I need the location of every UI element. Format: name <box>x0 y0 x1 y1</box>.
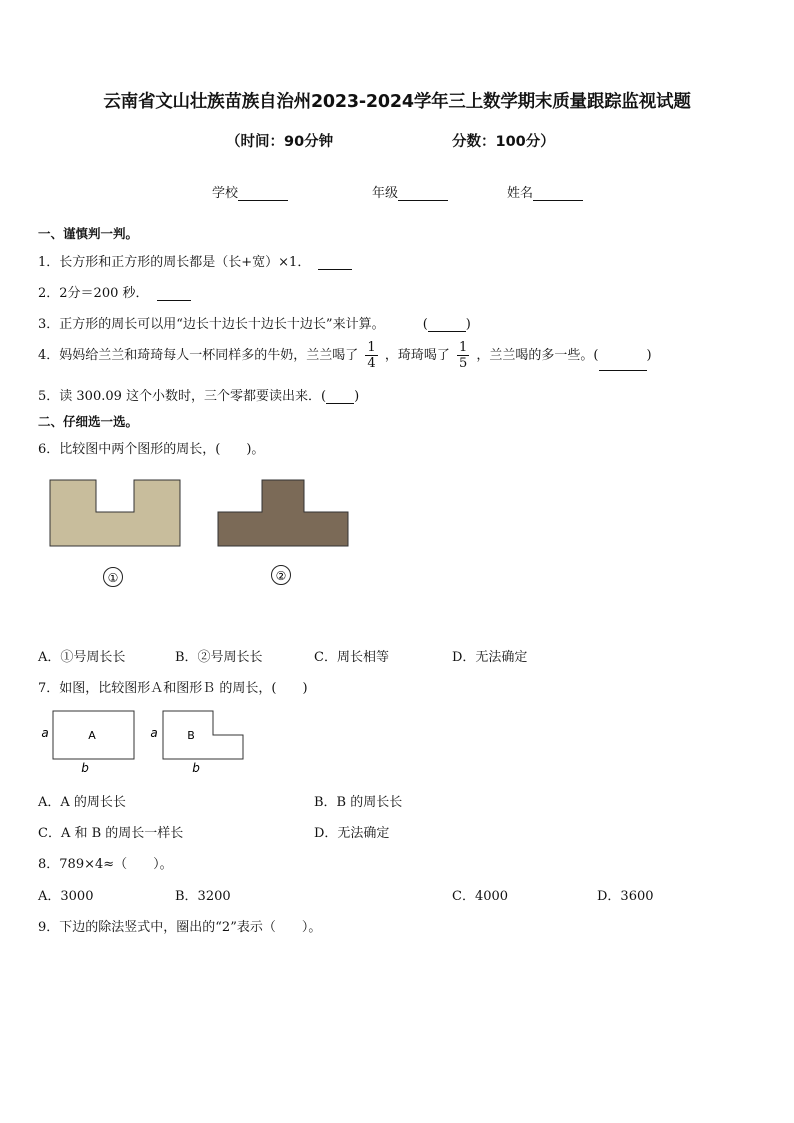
name-label: 姓名 <box>507 186 534 201</box>
question-4-blank[interactable] <box>599 356 647 371</box>
figure-1-number: ① <box>107 571 119 585</box>
grade-blank[interactable] <box>398 186 448 201</box>
figure-2-number: ② <box>275 569 287 583</box>
section-heading-1: 一、谨慎判一判。 <box>38 226 139 241</box>
figure-2-t-shape <box>218 480 348 546</box>
question-7-option-a[interactable]: A．A 的周长长 <box>38 795 126 810</box>
name-blank[interactable] <box>533 186 583 201</box>
question-9: 9．下边的除法竖式中，圈出的“2”表示（ ）。 <box>38 920 322 935</box>
question-1-blank[interactable] <box>318 255 352 270</box>
section-heading-2: 二、仔细选一选。 <box>38 414 139 429</box>
question-6-option-d[interactable]: D．无法确定 <box>452 650 528 665</box>
school-field <box>212 182 288 201</box>
exam-time: （时间：90分钟 <box>226 134 334 150</box>
question-2 <box>38 282 191 301</box>
school-blank[interactable] <box>238 186 288 201</box>
figure-b-side-a: a <box>150 726 158 740</box>
question-8-option-a[interactable]: A．3000 <box>38 889 94 904</box>
figure-b-label: B <box>187 729 195 742</box>
question-7: 7．如图，比较图形Ａ和图形Ｂ 的周长，( ) <box>38 681 308 696</box>
question-3-blank[interactable] <box>428 317 466 332</box>
question-2-blank[interactable] <box>157 286 191 301</box>
figure-a-side-b: b <box>81 761 89 775</box>
figure-b-shape <box>163 711 243 759</box>
question-4: 4．妈妈给兰兰和琦琦每人一杯同样多的牛奶，兰兰喝了 $\frac{1}{4}$ ，琦琦喝了 $\frac{1}{5}$ ，兰兰喝的多一些。( ) <box>38 340 652 371</box>
name-field <box>507 182 583 201</box>
grade-label: 年级 <box>372 186 399 201</box>
question-6-option-a[interactable]: A．①号周长长 <box>38 650 126 665</box>
question-5-blank[interactable] <box>326 389 354 404</box>
question-7-figure <box>36 706 250 778</box>
question-3-text: 3．正方形的周长可以用“边长十边长十边长十边长”来计算。 <box>38 317 385 332</box>
question-7-option-d[interactable]: D．无法确定 <box>314 826 390 841</box>
question-3: 3．正方形的周长可以用“边长十边长十边长十边长”来计算。 ( ) <box>38 317 471 332</box>
figure-a-label: A <box>88 729 96 742</box>
question-2-text: 2．2分＝200 秒． <box>38 286 149 301</box>
question-6-option-c[interactable]: C．周长相等 <box>314 650 389 665</box>
question-7-option-c[interactable]: C．A 和 B 的周长一样长 <box>38 826 184 841</box>
question-4-text-c: ，兰兰喝的多一些。( <box>476 348 599 363</box>
question-8: 8．789×4≈（ ）。 <box>38 857 173 872</box>
question-4-text-a: 4．妈妈给兰兰和琦琦每人一杯同样多的牛奶，兰兰喝了 <box>38 348 359 363</box>
grade-field <box>372 182 448 201</box>
figure-a-side-a: a <box>41 726 49 740</box>
question-4-text-b: ，琦琦喝了 <box>384 348 450 363</box>
question-6: 6．比较图中两个图形的周长，( )。 <box>38 442 265 457</box>
fraction-one-quarter: $\frac{1}{4}$ <box>367 340 376 371</box>
figure-1-u-shape <box>50 480 180 546</box>
fraction-one-fifth: $\frac{1}{5}$ <box>459 340 468 371</box>
figure-b-side-b: b <box>192 761 200 775</box>
question-8-option-c[interactable]: C．4000 <box>452 889 509 904</box>
question-6-figure <box>46 478 366 590</box>
question-7-option-b[interactable]: B．B 的周长长 <box>314 795 403 810</box>
school-label: 学校 <box>212 186 239 201</box>
exam-score: 分数：100分） <box>452 134 555 150</box>
question-5-text: 5．读 300.09 这个小数时，三个零都要读出来．( <box>38 389 327 404</box>
question-1-text: 1．长方形和正方形的周长都是（长+宽）×1． <box>38 255 311 270</box>
page-title: 云南省文山壮族苗族自治州2023-2024学年三上数学期末质量跟踪监视试题 <box>103 92 691 112</box>
question-8-option-d[interactable]: D．3600 <box>597 889 654 904</box>
question-5: 5．读 300.09 这个小数时，三个零都要读出来．( ) <box>38 389 360 404</box>
question-1 <box>38 251 352 270</box>
question-8-option-b[interactable]: B．3200 <box>175 889 231 904</box>
question-6-option-b[interactable]: B．②号周长长 <box>175 650 263 665</box>
